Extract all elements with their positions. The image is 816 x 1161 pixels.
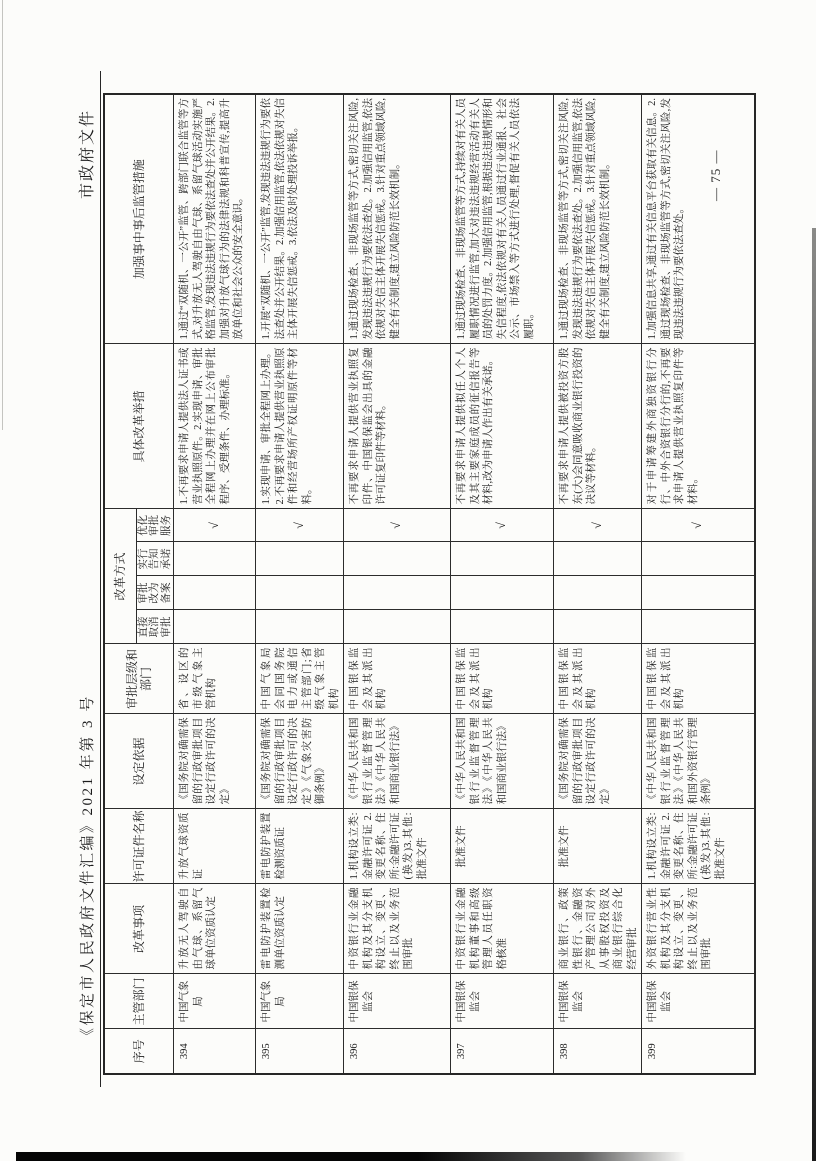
dept-cell: 中国银保监会 xyxy=(642,974,755,1029)
mode-cell-to-filing xyxy=(344,576,451,610)
mode-cell-direct-cancel xyxy=(174,610,256,644)
item-cell: 中资银行业金融机构及其分支机构设立、变更、终止以及业务范围审批 xyxy=(344,884,451,974)
license-cell: 升放气球资质证 xyxy=(174,809,256,884)
supervision-cell: 1.通过“双随机、一公开”监管、跨部门联合监管等方式,对升放无人驾驶自由气球、系留气球活动实施严格监管,发现违法违规行为要依法查处并公开结果。2.加强对升放气球行为的法律法规和科普宣传,提高升放单位和社会公众的安全意识。 xyxy=(174,94,256,344)
col-header-measures: 具体改革举措 xyxy=(104,344,174,509)
reform-items-table xyxy=(103,93,756,1075)
dept-cell: 中国银保监会 xyxy=(451,974,554,1029)
table-row xyxy=(344,94,451,1074)
mode-cell-notify-commit xyxy=(554,542,642,576)
measures-cell: 1.不再要求申请人提供法人证书或营业执照原件。2.实现申请、审批全程网上办理并在网上公布审批程序、受理条件、办理标准。 xyxy=(174,344,256,509)
mode-cell-optimize-check: √ xyxy=(174,509,256,542)
authority-cell: 中国气象局会同国务院电力或通信主管部门;省级气象主管机构 xyxy=(256,644,344,714)
mode-cell-notify-commit xyxy=(256,542,344,576)
mode-cell-notify-commit xyxy=(174,542,256,576)
authority-cell: 中国银保监会及其派出机构 xyxy=(642,644,755,714)
seq-cell: 396 xyxy=(344,1029,451,1074)
supervision-cell: 1.通过现场检查、非现场监管等方式,持续对有关人员履职情况进行监管,加大对违法违规经营活动有关人员的处罚力度。2.加强信用监管,根据违法违规情形和失信程度,依法依规对有关人员通过行业通报、社会公示、市场禁入等方式进行处理,督促有关人员依法履职。 xyxy=(451,94,554,344)
table-row xyxy=(256,94,344,1074)
mode-cell-optimize-check: √ xyxy=(344,509,451,542)
col-header-license: 许可证件名称 xyxy=(104,809,174,884)
mode-cell-to-filing xyxy=(451,576,554,610)
table-row xyxy=(174,94,256,1074)
measures-cell: 不再要求申请人提供营业执照复印件、中国银保监会出具的金融许可证复印件等材料。 xyxy=(344,344,451,509)
mode-cell-optimize-check: √ xyxy=(451,509,554,542)
mode-cell-notify-commit xyxy=(451,542,554,576)
mode-cell-optimize-check: √ xyxy=(554,509,642,542)
license-cell: 1.机构设立类:金融许可证 2.变更名称、住所:金融许可证(换发)3.其他:批准文件 xyxy=(344,809,451,884)
scan-edge-left xyxy=(2,0,3,430)
col-header-basis: 设定依据 xyxy=(104,714,174,809)
mode-cell-to-filing xyxy=(256,576,344,610)
mode-cell-optimize-check: √ xyxy=(256,509,344,542)
scan-edge-right xyxy=(812,228,816,1161)
seq-cell: 398 xyxy=(554,1029,642,1074)
item-cell: 升放无人驾驶自由气球、系留气球单位资质认定 xyxy=(174,884,256,974)
col-header-mode-to-filing: 审批改为备案 xyxy=(136,576,174,610)
supervision-cell: 1.加强信息共享,通过有关信息平台获取有关信息。2.通过现场检查、非现场监管等方式,密切关注风险,发现违法违规行为要依法查处。 xyxy=(642,94,755,344)
seq-cell: 397 xyxy=(451,1029,554,1074)
col-header-mode-direct-cancel: 直接取消审批 xyxy=(136,610,174,644)
basis-cell: 《中华人民共和国银行业监督管理法》《中华人民共和国商业银行法》 xyxy=(344,714,451,809)
col-header-item: 改革事项 xyxy=(104,884,174,974)
mode-cell-direct-cancel xyxy=(256,610,344,644)
license-cell: 雷电防护装置检测资质证 xyxy=(256,809,344,884)
item-cell: 外资银行营业性机构及其分支机构设立、变更、终止以及业务范围审批 xyxy=(642,884,755,974)
license-cell: 批准文件 xyxy=(451,809,554,884)
basis-cell: 《国务院对确需保留的行政审批项目设定行政许可的决定》《气象灾害防御条例》 xyxy=(256,714,344,809)
supervision-cell: 1.开展“双随机、一公开”监管,发现违法违规行为要依法查处并公开结果。2.加强信用监管,依法依规对失信主体开展失信惩戒。3.依法及时处理投诉举报。 xyxy=(256,94,344,344)
basis-cell: 《国务院对确需保留的行政审批项目设定行政许可的决定》 xyxy=(174,714,256,809)
basis-cell: 《中华人民共和国银行业监督管理法》《中华人民共和国外资银行管理条例》 xyxy=(642,714,755,809)
col-header-seq: 序号 xyxy=(104,1029,174,1074)
dept-cell: 中国银保监会 xyxy=(344,974,451,1029)
page-number: — 75 — xyxy=(708,149,723,201)
header-rule xyxy=(100,71,101,1087)
mode-cell-direct-cancel xyxy=(451,610,554,644)
col-header-mode-optimize: 优化审批服务 xyxy=(136,509,174,542)
item-cell: 中资银行业金融机构董事和高级管理人员任职资格核准 xyxy=(451,884,554,974)
basis-cell: 《国务院对确需保留的行政审批项目设定行政许可的决定》 xyxy=(554,714,642,809)
doc-category-label: 市政府文件 xyxy=(79,108,96,199)
seq-cell: 399 xyxy=(642,1029,755,1074)
item-cell: 商业银行、政策性银行、金融资产管理公司对外从事股权投资及商业银行综合化经营审批 xyxy=(554,884,642,974)
mode-cell-direct-cancel xyxy=(344,610,451,644)
license-cell: 批准文件 xyxy=(554,809,642,884)
col-header-mode: 改革方式 xyxy=(104,509,136,644)
authority-cell: 中国银保监会及其派出机构 xyxy=(344,644,451,714)
compilation-title: 《保定市人民政府文件汇编》2021 年第 3 号 xyxy=(80,694,96,1043)
table-row xyxy=(451,94,554,1074)
measures-cell: 对于申请筹建外商独资银行分行、中外合资银行分行的,不再要求申请人提供营业执照复印件等材料。 xyxy=(642,344,755,509)
authority-cell: 中国银保监会及其派出机构 xyxy=(451,644,554,714)
supervision-cell: 1.通过现场检查、非现场监管等方式,密切关注风险,发现违法违规行为要依法查处。2.加强信用监管,依法依规对失信主体开展失信惩戒。3.针对重点领域风险,健全有关制度,建立风险防范长效机制。 xyxy=(344,94,451,344)
authority-cell: 中国银保监会及其派出机构 xyxy=(554,644,642,714)
license-cell: 1.机构设立类:金融许可证 2.变更名称、住所:金融许可证(换发)3.其他:批准文件 xyxy=(642,809,755,884)
dept-cell: 中国气象局 xyxy=(256,974,344,1029)
col-header-authority: 审批层级和部门 xyxy=(104,644,174,714)
mode-cell-notify-commit xyxy=(642,542,755,576)
mode-cell-notify-commit xyxy=(344,542,451,576)
header-row-1 xyxy=(104,94,136,1074)
seq-cell: 394 xyxy=(174,1029,256,1074)
measures-cell: 1.实现申请、审批全程网上办理。2.不再要求申请人提供营业执照原件和经营场所产权证明原件等材料。 xyxy=(256,344,344,509)
supervision-cell: 1.通过现场检查、非现场监管等方式,密切关注风险,发现违法违规行为要依法查处。2.加强信用监管,依法依规对失信主体开展失信惩戒。3.针对重点领域风险,健全有关制度,建立风险防范长效机制。 xyxy=(554,94,642,344)
authority-cell: 省、设区的市级气象主管机构 xyxy=(174,644,256,714)
col-header-supervision: 加强事中事后监管措施 xyxy=(104,94,174,344)
seq-cell: 395 xyxy=(256,1029,344,1074)
measures-cell: 不再要求申请人提供被投资方股东(大)会同意吸收商业银行投资的决议等材料。 xyxy=(554,344,642,509)
mode-cell-direct-cancel xyxy=(642,610,755,644)
dept-cell: 中国银保监会 xyxy=(554,974,642,1029)
measures-cell: 不再要求申请人提供拟任人个人及其主要家庭成员的征信报告等材料,改为申请人作出有关承诺。 xyxy=(451,344,554,509)
mode-cell-to-filing xyxy=(642,576,755,610)
mode-cell-optimize-check: √ xyxy=(642,509,755,542)
table-row xyxy=(642,94,755,1074)
dept-cell: 中国气象局 xyxy=(174,974,256,1029)
scan-edge-bottom xyxy=(16,1152,686,1161)
col-header-mode-notify-commit: 实行告知承诺 xyxy=(136,542,174,576)
mode-cell-direct-cancel xyxy=(554,610,642,644)
table-row xyxy=(554,94,642,1074)
basis-cell: 《中华人民共和国银行业监督管理法》《中华人民共和国商业银行法》 xyxy=(451,714,554,809)
mode-cell-to-filing xyxy=(174,576,256,610)
item-cell: 雷电防护装置检测单位资质认定 xyxy=(256,884,344,974)
col-header-dept: 主管部门 xyxy=(104,974,174,1029)
mode-cell-to-filing xyxy=(554,576,642,610)
